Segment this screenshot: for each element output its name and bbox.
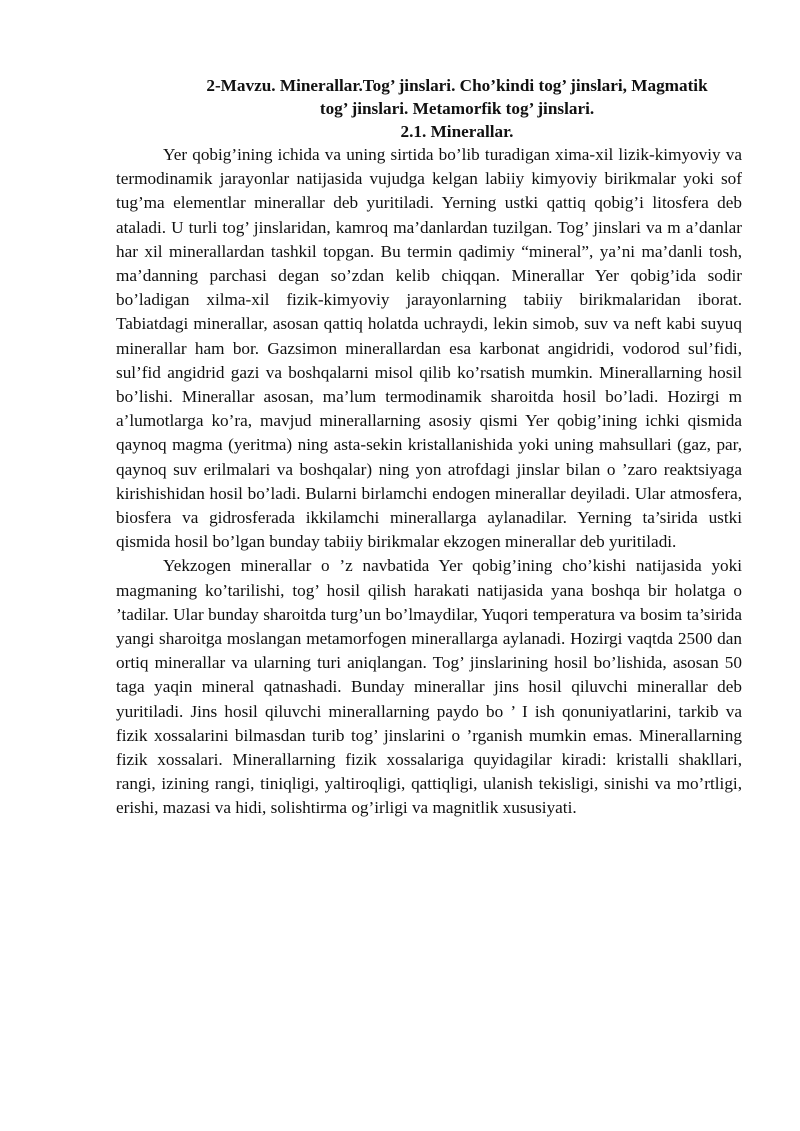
document-title [116,74,742,120]
document-page [116,74,742,821]
paragraph-2: Yekzogen minerallar o ’z navbatida Yer qobig’ining cho’kishi natijasida yoki magmaning ko’tarilishi, tog’ hosil qilish harakati natijasida yana boshqa bir holatga o ’tadilar. Ular bunday sharoitda turg’un bo’lmaydilar, Yuqori temperatura va bosim ta’sirida yangi sharoitga moslangan metamorfogen minerallarga aylanadi. Hozirgi vaqtda 2500 dan ortiq minerallar va ularning turi aniqlangan. Tog’ jinslarining hosil bo’lishida, asosan 50 taga yaqin mineral qatnashadi. Bunday minerallar jins hosil qiluvchi minerallar deb yuritiladi. Jins hosil qiluvchi minerallarning paydo bo ’ I ish qonuniyatlarini, tarkib va fizik xossalarini bilmasdan turib tog’ jinslarini o ’rganish mumkin emas. Minerallarning fizik xossalari. Minerallarning fizik xossalariga quyidagilar kiradi: kristalli shakllari, rangi, izining rangi, tiniqligi, yaltiroqligi, qattiqligi, ulanish tekisligi, sinishi va mo’rtligi, erishi, mazasi va hidi, solishtirma og’irligi va magnitlik xususiyati. [116,556,742,818]
document-title-line-1: 2-Mavzu. Minerallar.Tog’ jinslari. Cho’kindi tog’ jinslari, Magmatik [206,76,708,95]
document-title-line-2: tog’ jinslari. Metamorfik tog’ jinslari. [319,99,595,118]
paragraph-1: Yer qobig’ining ichida va uning sirtida bo’lib turadigan xima-xil lizik-kimyoviy va termodinamik jarayonlar natijasida vujudga kelgan labiiy kimyoviy birikmalar yoki sof tug’ma elementlar minerallar deb yuritiladi. Yerning ustki qattiq qobig’i litosfera deb ataladi. U turli tog’ jinslaridan, kamroq ma’danlardan tuzilgan. Tog’ jinslari va m a’danlar har xil minerallardan tashkil topgan. Bu termin qadimiy “mineral”, ya’ni ma’danli tosh, ma’danning parchasi degan so’zdan kelib chiqqan. Minerallar Yer qobig’ida sodir bo’ladigan xilma-xil fizik-kimyoviy jarayonlarning tabiiy birikmalaridan iborat. Tabiatdagi minerallar, asosan qattiq holatda uchraydi, lekin simob, suv va neft kabi suyuq minerallar ham bor. Gazsimon minerallardan esa karbonat angidridi, vodorod sul’fidi, sul’fid angidrid gazi va boshqalarni misol qilib ko’rsatish mumkin. Minerallarning hosil bo’lishi. Minerallar asosan, ma’lum termodinamik sharoitda hosil bo’ladi. Hozirgi m a’lumotlarga ko’ra, mavjud minerallarning asosiy qismi Yer qobig’ining ichki qismida qaynoq magma (yeritma) ning asta-sekin kristallanishida yoki uning mahsullari (gaz, par, qaynoq suv erilmalari va boshqalar) ning yon atrofdagi jinslar bilan o ’zaro reaktsiyaga kirishishidan hosil bo’ladi. Bularni birlamchi endogen minerallar deyiladi. Ular atmosfera, biosfera va gidrosferada ikkilamchi minerallarga aylanadilar. Yerning ta’sirida ustki qismida hosil bo’lgan bunday tabiiy birikmalar ekzogen minerallar deb yuritiladi. [116,145,742,552]
section-heading: 2.1. Minerallar. [400,122,514,141]
